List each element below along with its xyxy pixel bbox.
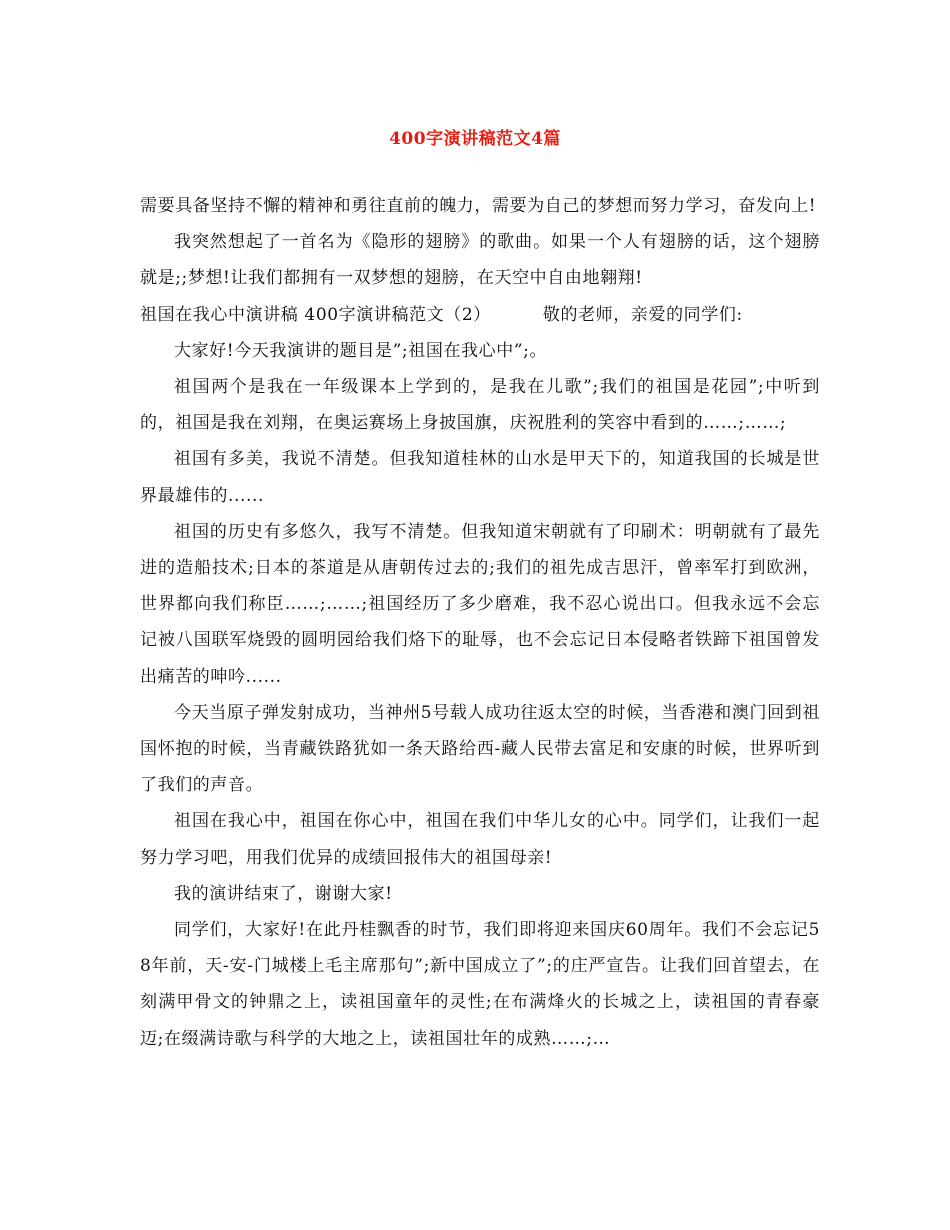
paragraph-2: 我突然想起了一首名为《隐形的翅膀》的歌曲。如果一个人有翅膀的话，这个翅膀就是;;梦想!让我们都拥有一双梦想的翅膀，在天空中自由地翱翔!: [140, 232, 820, 289]
paragraph-1: 需要具备坚持不懈的精神和勇往直前的魄力，需要为自己的梦想而努力学习，奋发向上!: [140, 196, 817, 216]
paragraph-8: 祖国在我心中，祖国在你心中，祖国在我们中华儿女的心中。同学们，让我们一起努力学习吧，用我们优异的成绩回报伟大的祖国母亲!: [140, 811, 820, 868]
paragraph-9: 我的演讲结束了，谢谢大家!: [174, 883, 393, 904]
paragraph-4: 祖国两个是我在一年级课本上学到的，是我在儿歌”;我们的祖国是花园”;中听到的，祖国是我在刘翔，在奥运赛场上身披国旗，庆祝胜利的笑容中看到的……;……;: [140, 377, 820, 434]
salutation: 敬的老师，亲爱的同学们:: [542, 304, 743, 325]
paragraph-6: 祖国的历史有多悠久，我写不清楚。但我知道宋朝就有了印刷术：明朝就有了最先进的造船技术;日本的茶道是从唐朝传过去的;我们的祖先成吉思汗，曾率军打到欧洲，世界都向我们称臣……;……;祖国经历了多少磨难，我不忍心说出口。但我永远不会忘记被八国联军烧毁的圆明园给我们烙下的耻辱，也不会忘记日本侵略者铁蹄下祖国曾发出痛苦的呻吟......: [140, 521, 820, 687]
section-heading-line: [140, 297, 820, 333]
paragraph-5: 祖国有多美，我说不清楚。但我知道桂林的山水是甲天下的，知道我国的长城是世界最雄伟的......: [140, 449, 820, 506]
document-title: 400字演讲稿范文4篇: [389, 129, 561, 149]
document-body: [140, 188, 820, 1057]
paragraph-10: 同学们，大家好!在此丹桂飘香的时节，我们即将迎来国庆60周年。我们不会忘记58年前，天-安-门城楼上毛主席那句”;新中国成立了”;的庄严宣告。让我们回首望去，在刻满甲骨文的钟鼎之上，读祖国童年的灵性;在布满烽火的长城之上，读祖国的青春豪迈;在缀满诗歌与科学的大地之上，读祖国壮年的成熟……;…: [140, 920, 820, 1049]
section-heading: 祖国在我心中演讲稿 400字演讲稿范文（2）: [140, 304, 491, 325]
paragraph-7: 今天当原子弹发射成功，当神州5号载人成功往返太空的时候，当香港和澳门回到祖国怀抱的时候，当青藏铁路犹如一条天路给西-藏人民带去富足和安康的时候，世界听到了我们的声音。: [140, 702, 820, 796]
paragraph-3: 大家好!今天我演讲的题目是”;祖国在我心中”;。: [174, 340, 548, 361]
